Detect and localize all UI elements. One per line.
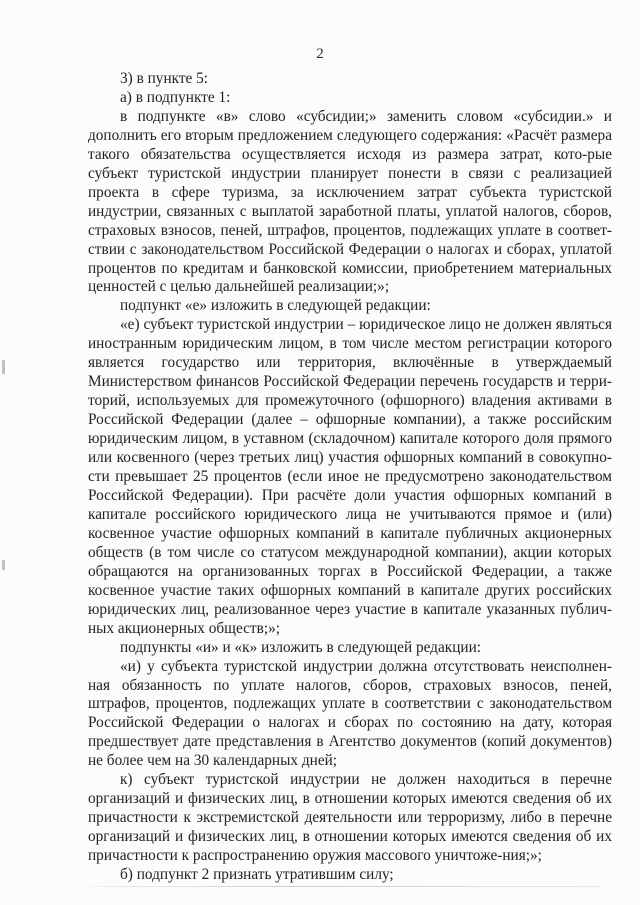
paragraph-subitem-b: б) подпункт 2 признать утратившим силу;: [120, 866, 394, 884]
page-bottom-edge: [90, 886, 600, 887]
scan-artifact: [2, 560, 5, 570]
document-body: [88, 70, 612, 885]
paragraph-subitem-a: а) в подпункте 1:: [120, 88, 231, 106]
scan-artifact: [2, 360, 5, 374]
paragraph-item-3: 3) в пункте 5:: [120, 70, 209, 87]
paragraph-subpoint-e-intro: подпункт «е» изложить в следующей редакции:: [120, 297, 431, 315]
paragraph-subpoint-k: к) субъект туристской индустрии не должен находиться в перечне организаций и физических лиц, в отношении которых имеются сведения об их причастности к экстремистской деятельности или терроризму, либо в перечне организаций и физических лиц, в отношении которых имеются сведения об их причастности к распространению оружия массового уничтоже-ния;»;: [88, 771, 612, 865]
paragraph-subpoint-i: «и) у субъекта туристской индустрии должна отсутствовать неисполнен-ная обязанность по уплате налогов, сборов, страховых взносов, пеней, штрафов, процентов, подлежащих уплате в соответствии с законодательством Российской Федерации о налогах и сборах по состоянию на дату, которая предшествует дате представления в Агентство документов (копий документов) не более чем на 30 календарных дней;: [88, 657, 612, 770]
paragraph-subpoint-v: в подпункте «в» слово «субсидии;» заменить словом «субсидии.» и дополнить его вторым предложением следующего содержания: «Расчёт размера такого обязательства осуществляется исходя из размера затрат, кото-рые субъект туристской индустрии планирует понести в связи с реализацией проекта в сфере туризма, за исключением затрат субъекта туристской индустрии, связанных с выплатой заработной платы, уплатой налогов, сборов, страховых взносов, пеней, штрафов, процентов, подлежащих уплате в соответ-ствии с законодательством Российской Федерации о налогах и сборах, уплатой процентов по кредитам и банковской комиссии, приобретением материальных ценностей с целью дальнейшей реализации;»;: [88, 107, 612, 296]
paragraph-subpoints-i-k-intro: подпункты «и» и «к» изложить в следующей редакции:: [120, 638, 482, 656]
paragraph-subpoint-e: «е) субъект туристской индустрии – юридическое лицо не должен являться иностранным юридическим лицом, в том числе местом регистрации которого является государство или территория, включённые в утверждаемый Министерством финансов Российской Федерации перечень государств и терри-торий, используемых для промежуточного (офшорного) владения активами в Российской Федерации (далее – офшорные компании), а также российским юридическим лицом, в уставном (складочном) капитале которого доля прямого или косвенного (через третьих лиц) участия офшорных компаний в совокупно-сти превышает 25 процентов (если иное не предусмотрено законодательством Российской Федерации). При расчёте доли участия офшорных компаний в капитале российского юридического лица не учитываются прямое и (или) косвенное участие офшорных компаний в капитале публичных акционерных обществ (в том числе со статусом международной компании), акции которых обращаются на организованных торгах в Российской Федерации, а также косвенное участие таких офшорных компаний в капитале других российских юридических лиц, реализованное через участие в капитале указанных публич-ных акционерных обществ;»;: [88, 316, 612, 637]
page-number: 2: [316, 46, 324, 62]
